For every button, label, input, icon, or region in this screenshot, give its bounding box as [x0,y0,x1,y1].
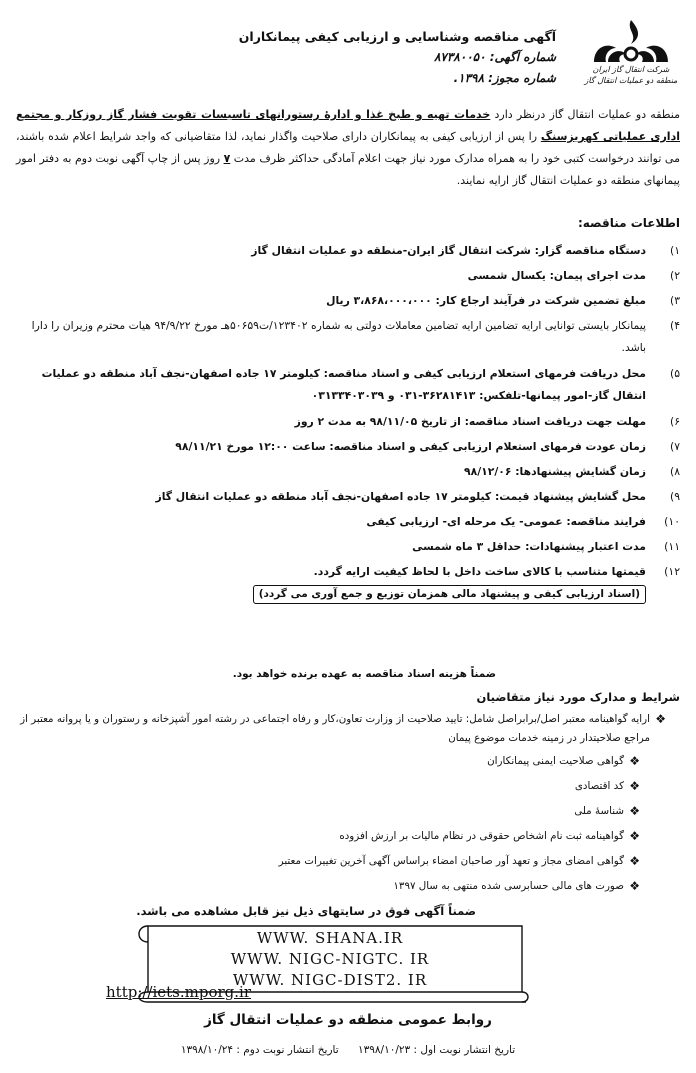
website-link[interactable]: WWW. SHANA.IR [256,929,404,947]
footer-title: روابط عمومی منطقه دو عملیات انتقال گاز [204,1012,492,1028]
condition-text: صورت های مالی حسابرسی شده منتهی به سال ۱۳۹۷ [393,880,624,892]
bullet-icon: ❖ [629,854,640,868]
list-item [16,486,680,508]
boxed-note: (اسناد ارزیابی کیفی و پیشنهاد مالی همزمان توزیع و جمع آوری می گردد) [253,585,646,604]
intro-service-subject: خدمات تهیه و طبخ غذا و ادارهٔ رستورانهای تاسیسات تقویت فشار گاز روزکار و مجتمع اداری عملیاتی کهریزسنگ [16,108,680,143]
list-item [16,461,680,483]
list-item [16,752,680,771]
item-text: محل گشایش پیشنهاد قیمت: کیلومتر ۱۷ جاده اصفهان-نجف آباد منطقه دو عملیات انتقال گاز [155,490,646,503]
bullet-icon: ❖ [629,754,640,768]
item-number: ۱۰) [664,515,680,528]
item-number: ۶) [669,415,680,428]
bullet-icon: ❖ [655,712,666,726]
intro-part-1: منطقه دو عملیات انتقال گاز درنظر دارد [490,108,680,121]
intro-part-3: را پس از ارزیابی کیفی به پیمانکاران دارای صلاحیت واگذار نماید، لذا متقاضیانی که واجد شرایط اعلام شده باشند، می توانند درخواست کتبی خود را به همراه مدارک مورد نیاز جهت اعلام آمادگی حداکثر ظرف مدت [16,130,680,165]
bullet-icon: ❖ [629,804,640,818]
first-publish-date: تاریخ انتشار نوبت اول : ۱۳۹۸/۱۰/۲۳ [357,1044,516,1056]
websites-note: ضمناً آگهی فوق در سایتهای ذیل نیز قابل مشاهده می باشد. [136,904,476,918]
list-item [16,536,680,558]
item-text: مدت اجرای پیمان: یکسال شمسی [467,269,646,282]
list-item [16,877,680,896]
logo-line-2: منطقه دو عملیات انتقال گاز [584,76,678,85]
item-text: پیمانکار بایستی توانایی ارایه تضامین ارایه تضامین معاملات دولتی به شماره ۱۲۳۴۰۲/ت۵۰۶۵۹هـ مورخ ۹۴/۹/۲۲ هیات محترم وزیران را دارا باشد. [31,319,646,354]
item-number: ۹) [669,490,680,503]
iets-url-link[interactable]: http://iets.mporg.ir [106,983,252,1001]
item-text: فرایند مناقصه: عمومی- یک مرحله ای- ارزیابی کیفی [366,515,646,528]
item-number: ۳) [669,294,680,307]
item-text: زمان گشایش پیشنهادها: ۹۸/۱۲/۰۶ [464,465,646,478]
list-item [16,290,680,312]
publish-dates [0,1044,696,1056]
notice-title: آگهی مناقصه وشناسایی و ارزیابی کیفی پیمانکاران [238,29,556,44]
item-text: قیمتها متناسب با کالای ساخت داخل با لحاظ کیفیت ارایه گردد. [313,565,646,578]
bullet-icon: ❖ [629,879,640,893]
item-text: زمان عودت فرمهای استعلام ارزیابی کیفی و اسناد مناقصه: ساعت ۱۲:۰۰ مورخ ۹۸/۱۱/۲۱ [175,440,646,453]
logo-line-1: شرکت انتقال گاز ایران [592,65,670,74]
ad-number: شماره آگهی: ۸۷۳۸۰۰۵۰ [433,50,556,64]
list-item [16,852,680,871]
website-link[interactable]: WWW. NIGC-NIGTC. IR [230,950,430,968]
item-text: مهلت جهت دریافت اسناد مناقصه: از تاریخ ۹۸/۱۱/۰۵ به مدت ۲ روز [294,415,646,428]
list-item [16,363,680,407]
bullet-icon: ❖ [629,829,640,843]
condition-text: ارایه گواهینامه معتبر اصل/برابراصل شامل: تایید صلاحیت از وزارت تعاون،کار و رفاه اجتماعی در رشته امور آشپزخانه و رستوران و یا پروانه معتبر از مراجع صلاحیتدار در زمینه خدمات موضوع پیمان [20,713,650,744]
section-title: اطلاعات مناقصه: [577,216,680,230]
tender-info-list [16,240,680,608]
list-item [16,777,680,796]
item-number: ۸) [669,465,680,478]
intro-days: ۷ [223,152,231,165]
list-item [16,561,680,605]
item-text: مبلغ تضمین شرکت در فرآیند ارجاع کار: ۳،۸۶۸،۰۰۰،۰۰۰ ریال [326,294,646,307]
list-item [16,411,680,433]
second-publish-date: تاریخ انتشار نوبت دوم : ۱۳۹۸/۱۰/۲۴ [180,1044,339,1056]
conditions-list [16,710,680,902]
item-text: دستگاه مناقصه گزار: شرکت انتقال گاز ایران-منطقه دو عملیات انتقال گاز [251,244,646,257]
list-item [16,315,680,359]
condition-text: شناسهٔ ملی [574,805,624,817]
condition-text: گواهی صلاحیت ایمنی پیمانکاران [487,755,624,767]
item-text: محل دریافت فرمهای استعلام ارزیابی کیفی و اسناد مناقصه: کیلومتر ۱۷ جاده اصفهان-نجف آباد منطقه دو عملیات انتقال گاز-امور پیمانها-تلفکس: ۳۶۲۸۱۴۱۳-۰۳۱ و ۰۳۱۳۳۴۰۳۰۳۹ [41,367,646,402]
intro-part-5: روز پس از چاپ آگهی نوبت دوم به دفتر امور پیمانهای منطقه دو عملیات انتقال گاز ارایه نمایند. [16,152,680,187]
bullet-icon: ❖ [629,779,640,793]
list-item [16,802,680,821]
item-number: ۱۱) [664,540,680,553]
list-item [16,827,680,846]
conditions-title: شرایط و مدارک مورد نیاز متقاضیان [476,690,680,704]
condition-text: کد اقتصادی [574,780,624,792]
list-item [16,265,680,287]
intro-paragraph [16,104,680,192]
website-link[interactable]: WWW. NIGC-DIST2. IR [232,971,428,989]
item-text: مدت اعتبار پیشنهادات: حداقل ۳ ماه شمسی [412,540,646,553]
list-item [16,511,680,533]
item-number: ۴) [669,319,680,332]
item-number: ۲) [669,269,680,282]
permit-number: شماره مجوز: ۱۳۹۸. [453,71,556,85]
item-number: ۵) [669,367,680,380]
company-logo [576,18,686,100]
list-item [16,710,680,748]
cost-note: ضمناً هزینه اسناد مناقصه به عهده برنده خواهد بود. [232,668,496,680]
title-block [226,26,556,89]
list-item [16,240,680,262]
item-number: ۱۲) [664,565,680,578]
header [0,18,696,100]
condition-text: گواهینامه ثبت نام اشخاص حقوقی در نظام مالیات بر ارزش افزوده [339,830,624,842]
condition-text: گواهی امضای مجاز و تعهد آور صاحبان امضاء براساس آگهی آخرین تغییرات معتبر [278,855,624,867]
websites-list [130,928,530,991]
item-number: ۷) [669,440,680,453]
list-item [16,436,680,458]
item-number: ۱) [669,244,680,257]
flame-logo-icon [586,18,676,64]
